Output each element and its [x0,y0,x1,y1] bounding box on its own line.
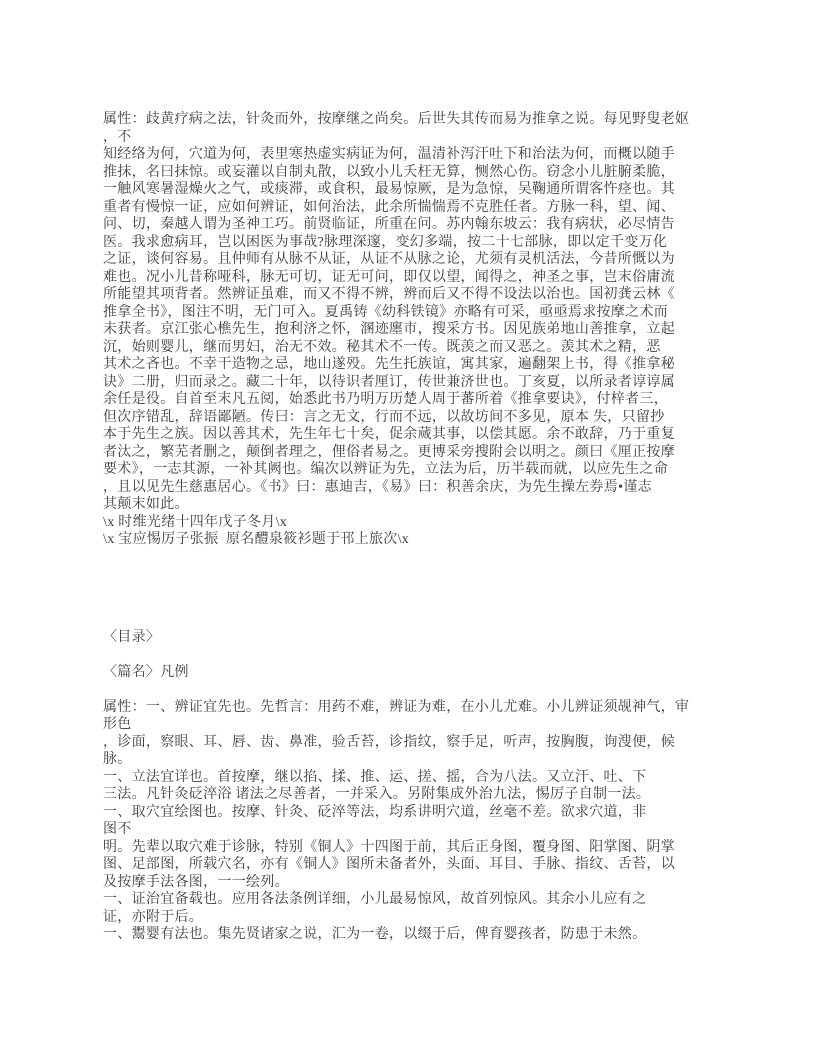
text-line: 其颠末如此。 [103,497,189,512]
text-line: 本于先生之族。因以善其术，先生年七十矣，促余蒇其事，以偿其愿。余不敢辞，乃于重复 [103,427,675,442]
text-line: 推抹，名曰抹惊。或妄灌以自制丸散，以致小儿夭枉无算，恻然心伤。窃念小儿脏腑柔脆， [103,164,675,180]
text-line: 医。我求愈病耳，岂以困医为事哉?脉理深邃，变幻多端，按二十七部脉，即以定千变万化 [103,234,668,250]
text-line: 一、立法宜详也。首按摩，继以掐、揉、推、运、搓、摇，合为八法。又立汗、吐、下 [103,769,647,785]
text-line: 图不 [103,822,132,837]
text-line: 诀》二册，归而录之。藏二十年，以待识者厘订，传世兼济世也。丁亥夏，以所录者谆谆属 [103,374,675,390]
text-line: 一、取穴宜绘图也。按摩、针灸、砭淬等法，均系讲明穴道，丝毫不差。欲求穴道，非 [103,804,647,820]
text-line: 所能望其项背者。然辨证虽难，而又不得不辨，辨而后又不得不设法以治也。国初龚云林《 [103,287,675,302]
text-line: 未获者。京江张心樵先生，抱利济之怀，溷迹廛市，搜采方书。因见族弟地山善推拿，立起 [103,322,675,337]
text-line: 其术之吝也。不幸干造物之忌，地山遂殁。先生托族谊，寓其家，遍翻架上书，得《推拿秘 [103,357,675,372]
text-line: \x 宝应惕厉子张振 原名醴泉筱衫题于邗上旅次\x [103,532,410,547]
text-line: 知经络为何，穴道为何，表里寒热虚实病证为何，温清补泻汗吐下和治法为何，而概以随手 [103,147,675,162]
text-line: 之证，谈何容易。且仲师有从脉不从证，从证不从脉之论，尤须有灵机活法，今昔所慨以为 [103,252,675,267]
text-line: 者汰之，繁芜者删之，颠倒者理之，俚俗者易之。更博采旁搜附会以明之。颜曰《厘正按摩 [103,444,675,460]
fanli-text [103,699,750,944]
toc-marker: 〈目录〉 [103,629,161,645]
text-line: 余任是役。自首至末凡五阅，始悉此书乃明万历楚人周于蕃所着《推拿要诀》，付梓者三， [103,392,668,407]
fanli-section [103,699,750,944]
text-line: 问、切，秦越人谓为圣神工巧。前贤临证，所重在问。苏内翰东坡云：我有病状，必尽情告 [103,217,675,232]
text-line: 脉。 [103,752,132,767]
text-line: ，且以见先生慈惠居心。《书》曰：惠迪吉，《易》曰：积善余庆，为先生操左券焉•谨志 [103,479,652,495]
text-line: 形色 [103,717,132,732]
text-line: 要术》，一志其源，一补其阙也。编次以辨证为先，立法为后，历半载而就，以应先生之命 [103,462,668,477]
text-line: 属性：一、辨证宜先也。先哲言：用药不难，辨证为难，在小儿尤难。小儿辨证须觇神气，审 [103,699,690,715]
text-line: 一、证治宜备载也。应用各法条例详细，小儿最易惊风，故首列惊风。其余小儿应有之 [103,892,647,907]
preface-text [103,111,750,549]
section-heading: 〈篇名〉凡例 [103,664,189,680]
text-line: ，诊面，察眼、耳、唇、齿、鼻准，验舌苔，诊指纹，察手足，听声，按胸腹，询溲便，候 [103,734,675,750]
text-line: 一触风寒暑湿燥火之气，或痰滞，或食积，最易惊厥，是为急惊，吴鞠通所谓客忤痉也。其 [103,182,675,197]
text-line: 证，亦附于后。 [103,909,204,925]
text-line: 图、足部图，所载穴名，亦有《铜人》图所未备者外，头面、耳目、手脉、指纹、舌苔，以 [103,857,675,872]
text-line: ，不 [103,129,132,145]
text-line: \x 时维光绪十四年戊子冬月\x [103,514,288,530]
text-line: 重者有慢惊一证，应如何辨证，如何治法，此余所惴惴焉不克胜任者。方脉一科，望、闻、 [103,199,675,215]
preface-section [103,111,750,549]
text-line: 三法。凡针灸砭淬浴 诸法之尽善者，一并采入。另附集成外治九法，惕厉子自制一法。 [103,787,651,802]
text-line: 一、鬻婴有法也。集先贤诸家之说，汇为一卷，以缀于后，俾育婴孩者，防患于未然。 [103,927,647,942]
text-line: 明。先辈以取穴难于诊脉，特别《铜人》十四图于前，其后正身图，覆身图、阳掌图、阴掌 [103,839,675,855]
text-line: 属性：歧黄疗病之法，针灸而外，按摩继之尚矣。后世失其传而易为推拿之说。每见野叟老妪 [103,112,690,127]
text-line: 但次序错乱，辞语鄙陋。传曰：言之无文，行而不远，以故坊间不多见，原本 失，只留抄 [103,409,665,425]
text-line: 难也。况小儿昔称哑科，脉无可切，证无可问，即仅以望，闻得之，神圣之事，岂末俗庸流 [103,269,675,285]
text-line: 沉，始则婴儿，继而男妇，治无不效。秘其术不一传。既羡之而又恶之。羡其术之精，恶 [103,339,661,355]
text-line: 推拿全书》，图注不明，无门可入。夏禹铸《幼科铁镜》亦略有可采，亟亟焉求按摩之术而 [103,304,668,320]
text-line: 及按摩手法各图，一一绘列。 [103,874,289,890]
